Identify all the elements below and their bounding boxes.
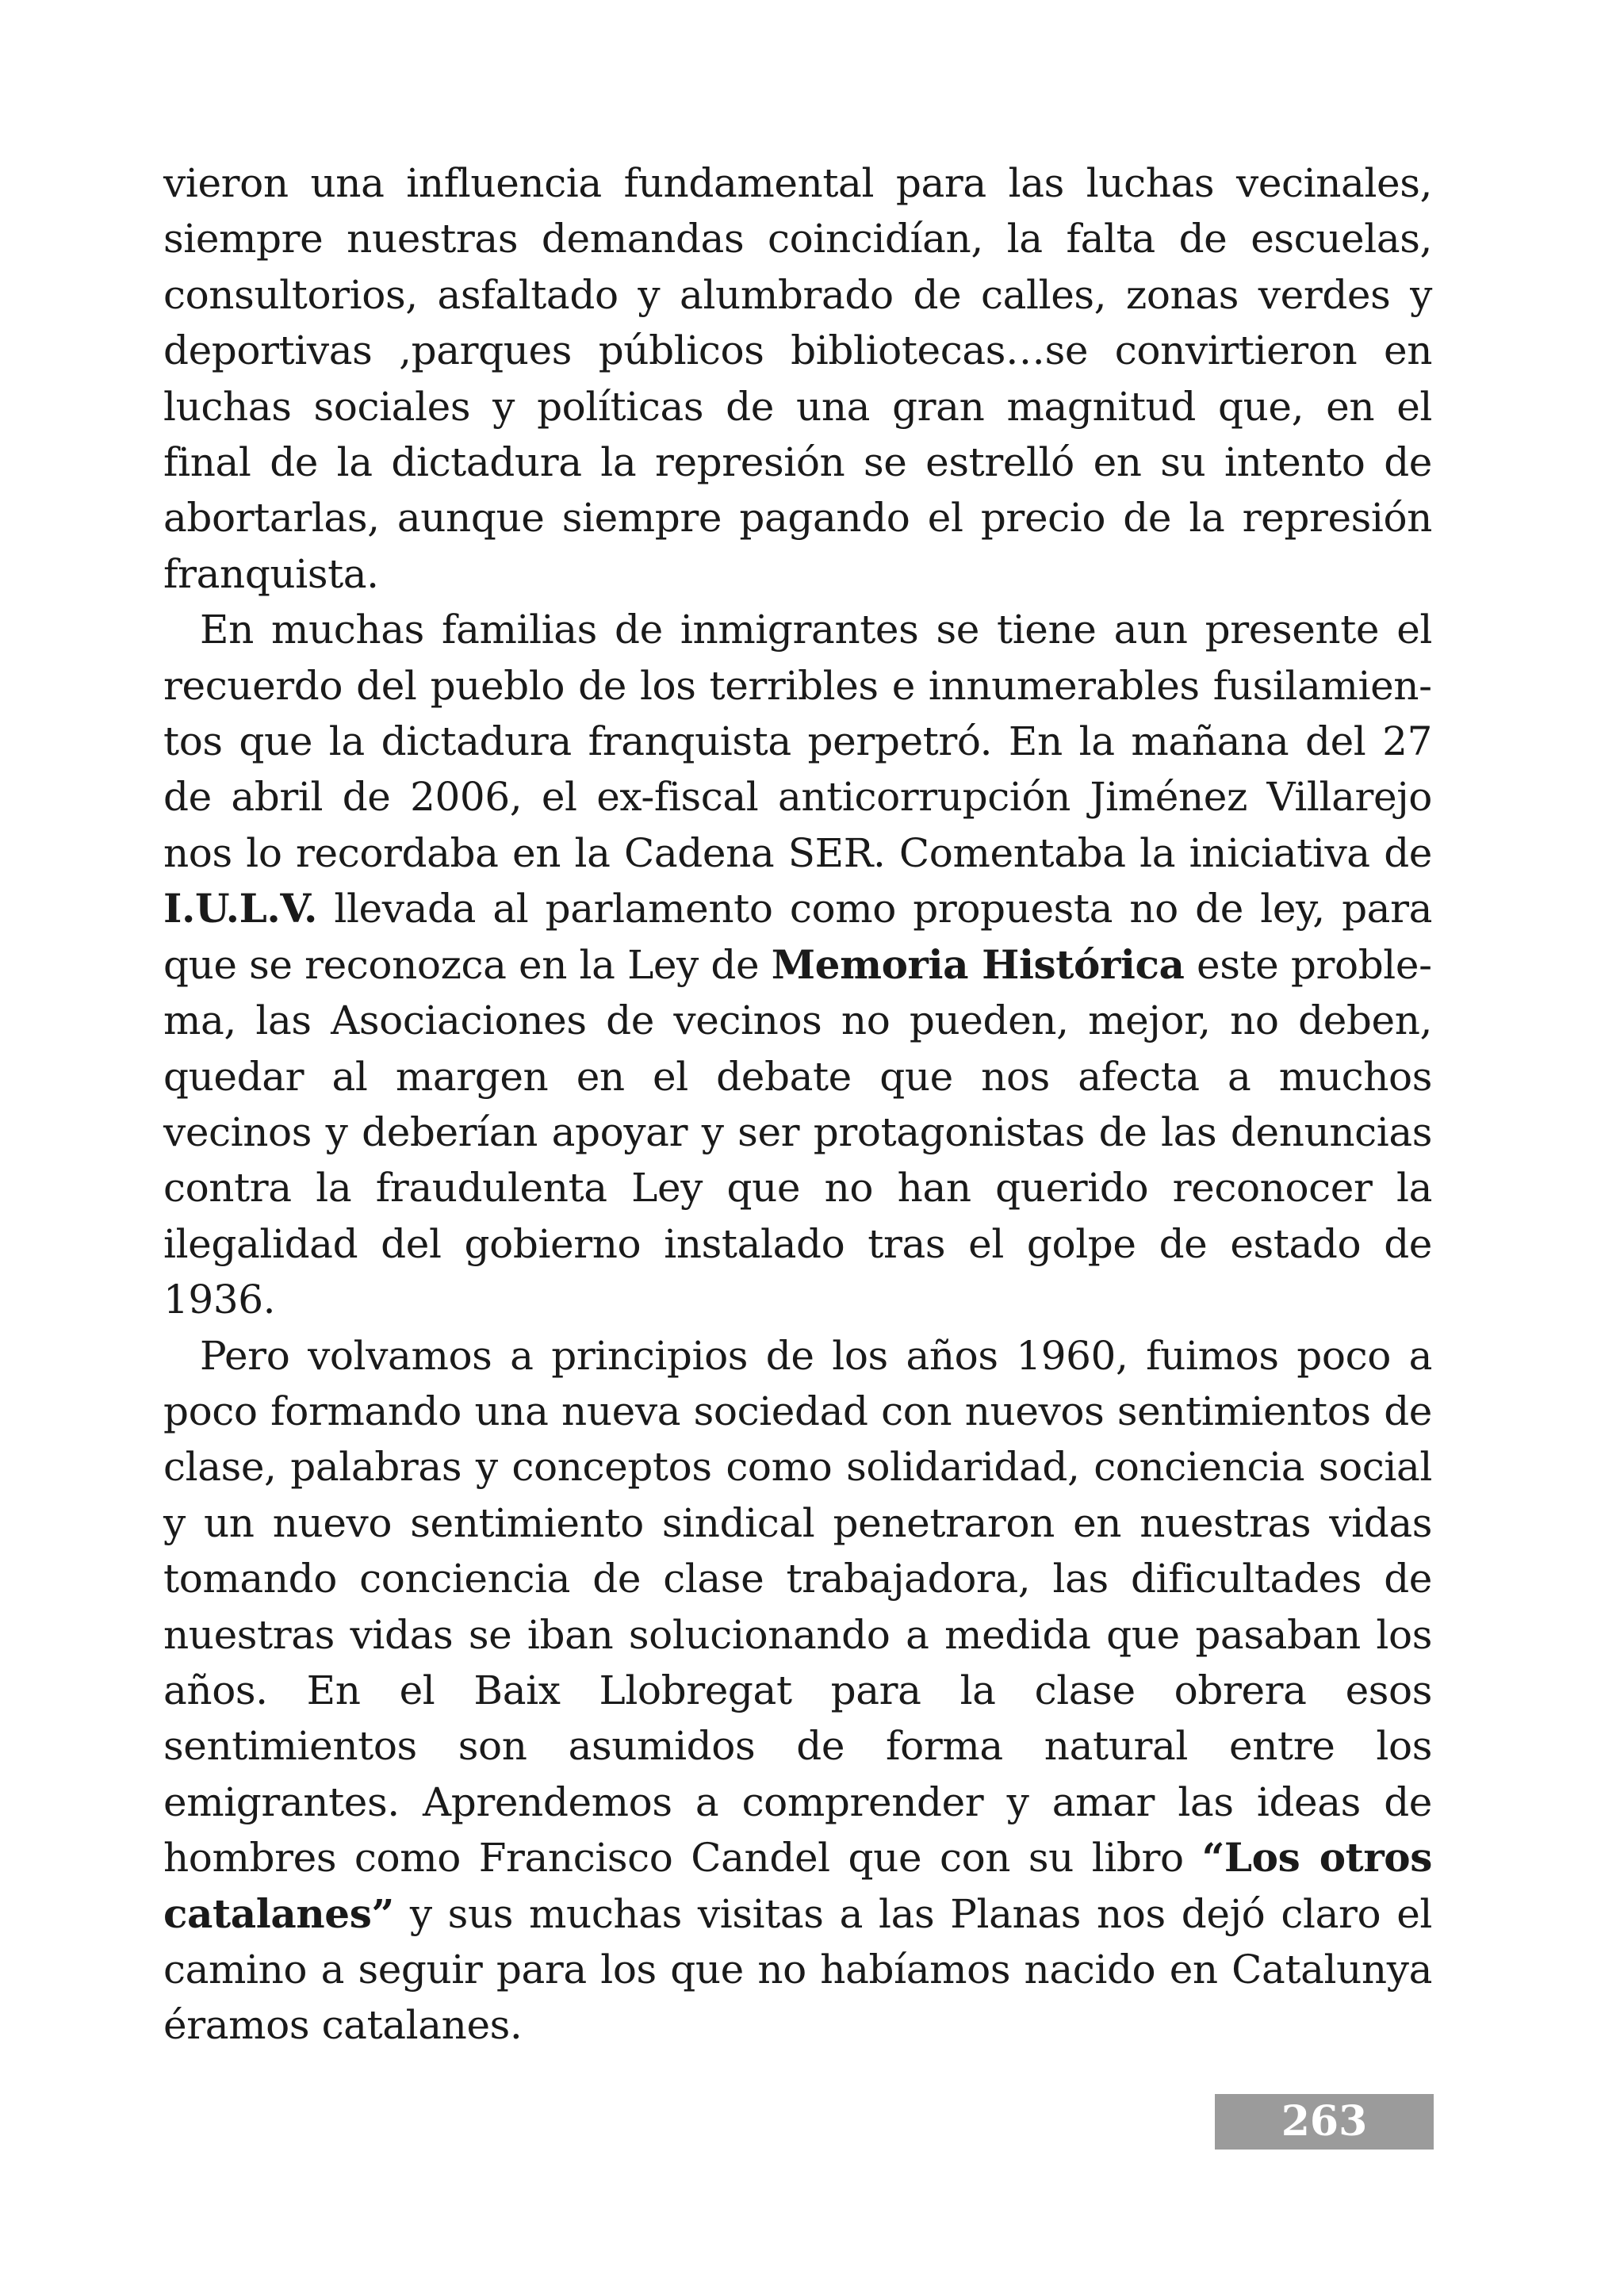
- paragraph-1: [163, 155, 1432, 602]
- bold-memoria-historica: Memoria Histórica: [771, 940, 1185, 988]
- paragraph-1-text: vieron una influencia fundamental para las luchas vecinales, siempre nuestras demandas coincidían, la falta de escuelas, consultorios, asfaltado y alumbrado de calles, zonas verdes y deportivas ,parques públicos bibliotecas…se convirtieron en luchas sociales y políticas de una gran magnitud que, en el final de la dictadura la represión se estrelló en su intento de abortarlas, aunque siempre pagando el precio de la represión franquista.: [163, 160, 1432, 597]
- paragraph-2-text-a: En muchas familias de inmigrantes se tiene aun presente el recuerdo del pueblo de los terribles e innumerables fusilamientos que la dictadura franquista perpetró. En la mañana del 27 de abril de 2006, el ex-fiscal anticorrupción Jiménez Villarejo nos lo recordaba en la Cadena SER. Comentaba la iniciativa de: [163, 607, 1432, 876]
- bold-iulv: I.U.L.V.: [163, 885, 318, 932]
- bold-book-title: “Los otros catalanes”: [163, 1834, 1432, 1937]
- body-text: [163, 155, 1432, 2054]
- paragraph-3: [163, 1328, 1432, 2054]
- paragraph-3-text-a: Pero volvamos a principios de los años 1960, fuimos poco a poco formando una nueva sociedad con nuevos sentimientos de clase, palabras y conceptos como solidaridad, conciencia social y un nuevo sentimiento sindical penetraron en nuestras vidas tomando conciencia de clase trabajadora, las dificultades de nuestras vidas se iban solucionando a medida que pasaban los años. En el Baix Llobregat para la clase obrera esos sentimientos son asumidos de forma natural entre los emigrantes. Aprendemos a comprender y amar las ideas de hombres como Francisco Candel que con su libro: [163, 1332, 1432, 1882]
- paragraph-2-text-b: llevada al parlamento como propuesta no de ley, para que se reconozca en la Ley de: [163, 886, 1432, 988]
- page-number: 263: [1281, 2097, 1368, 2146]
- paragraph-2-text-c: este problema, las Asociaciones de vecinos no pueden, mejor, no deben, quedar al margen en el debate que nos afecta a muchos vecinos y deberían apoyar y ser protagonistas de las denuncias contra la fraudulenta Ley que no han querido reconocer la ilegalidad del gobierno instalado tras el golpe de estado de 1936.: [163, 941, 1432, 1323]
- paragraph-2: [163, 602, 1432, 1327]
- paragraph-3-text-b: y sus muchas visitas a las Planas nos dejó claro el camino a seguir para los que no habíamos nacido en Catalunya éramos catalanes.: [163, 1890, 1432, 2049]
- page-number-box: [1215, 2094, 1434, 2150]
